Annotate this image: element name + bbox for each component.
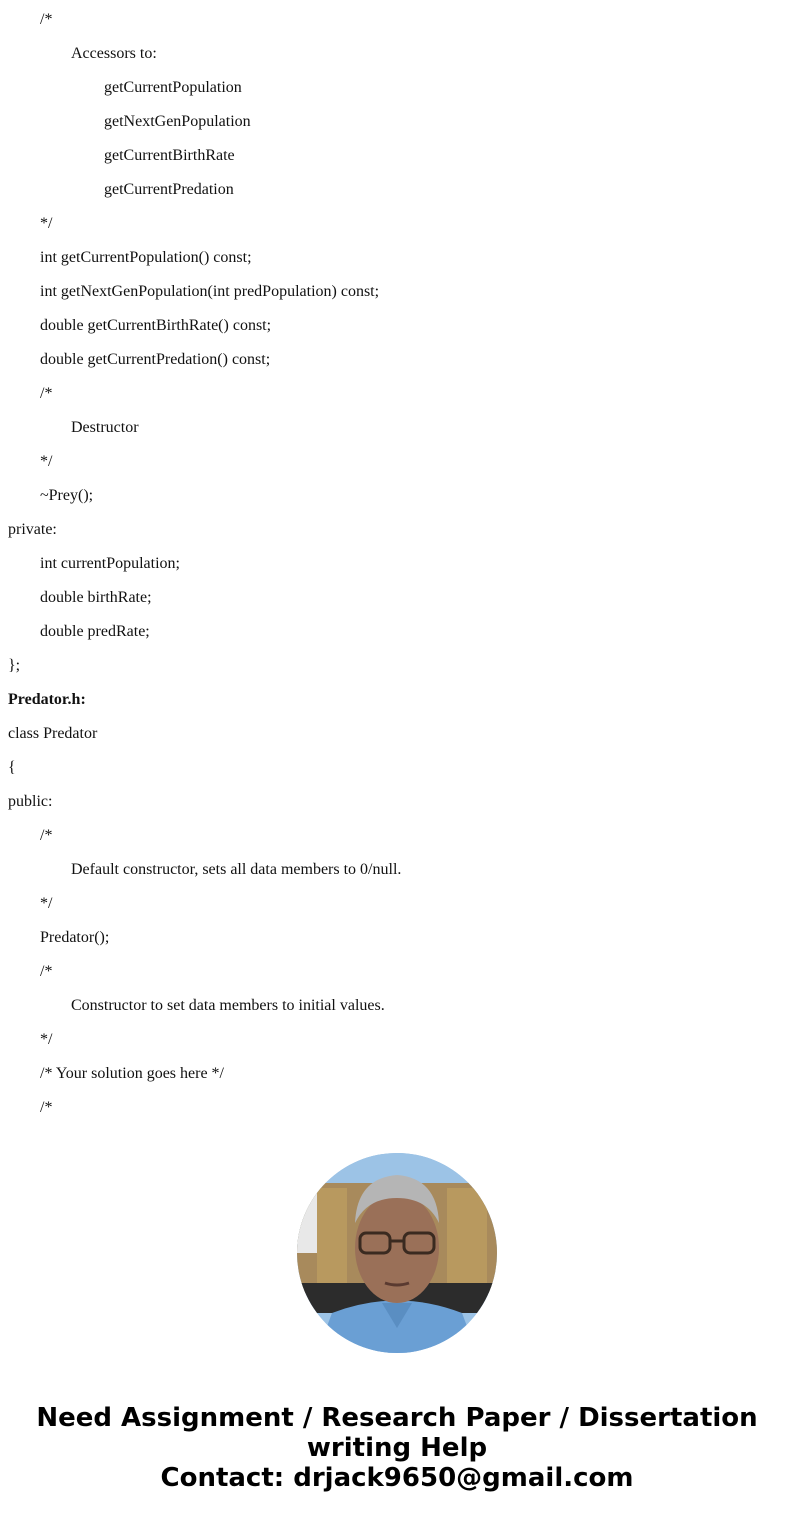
code-line: Predator(); [40, 929, 110, 946]
code-line: Constructor to set data members to initial values. [71, 997, 385, 1014]
file-heading: Predator.h: [8, 691, 86, 708]
code-line: Destructor [71, 419, 139, 436]
code-line: int getCurrentPopulation() const; [40, 249, 252, 266]
avatar [297, 1153, 497, 1353]
code-line: double predRate; [40, 623, 150, 640]
code-line: int currentPopulation; [40, 555, 180, 572]
code-line: /* Your solution goes here */ [40, 1065, 224, 1082]
code-line: ~Prey(); [40, 487, 94, 504]
code-line: private: [8, 521, 57, 538]
code-line: Accessors to: [71, 45, 157, 62]
code-line: { [8, 759, 16, 776]
code-line: */ [40, 453, 53, 470]
code-line: Default constructor, sets all data members to 0/null. [71, 861, 402, 878]
promo-banner [0, 1403, 794, 1493]
code-line: */ [40, 215, 53, 232]
code-line: getCurrentBirthRate [104, 147, 235, 164]
code-line: /* [40, 385, 53, 402]
code-line: getNextGenPopulation [104, 113, 251, 130]
promo-line-1: Need Assignment / Research Paper / Dissertation [36, 1403, 758, 1433]
code-line: }; [8, 657, 21, 674]
code-line: public: [8, 793, 53, 810]
code-line: getCurrentPopulation [104, 79, 242, 96]
code-line: /* [40, 963, 53, 980]
code-line: getCurrentPredation [104, 181, 234, 198]
code-line: double birthRate; [40, 589, 152, 606]
code-line: class Predator [8, 725, 98, 742]
code-line: /* [40, 827, 53, 844]
code-line: /* [40, 11, 53, 28]
code-line: /* [40, 1099, 53, 1116]
portrait-icon [297, 1153, 497, 1353]
promo-line-2: writing Help [306, 1433, 488, 1463]
code-line: int getNextGenPopulation(int predPopulation) const; [40, 283, 380, 300]
contact-email: Contact: drjack9650@gmail.com [160, 1463, 634, 1493]
code-line: double getCurrentPredation() const; [40, 351, 271, 368]
code-line: */ [40, 1031, 53, 1048]
code-line: double getCurrentBirthRate() const; [40, 317, 272, 334]
code-line: */ [40, 895, 53, 912]
